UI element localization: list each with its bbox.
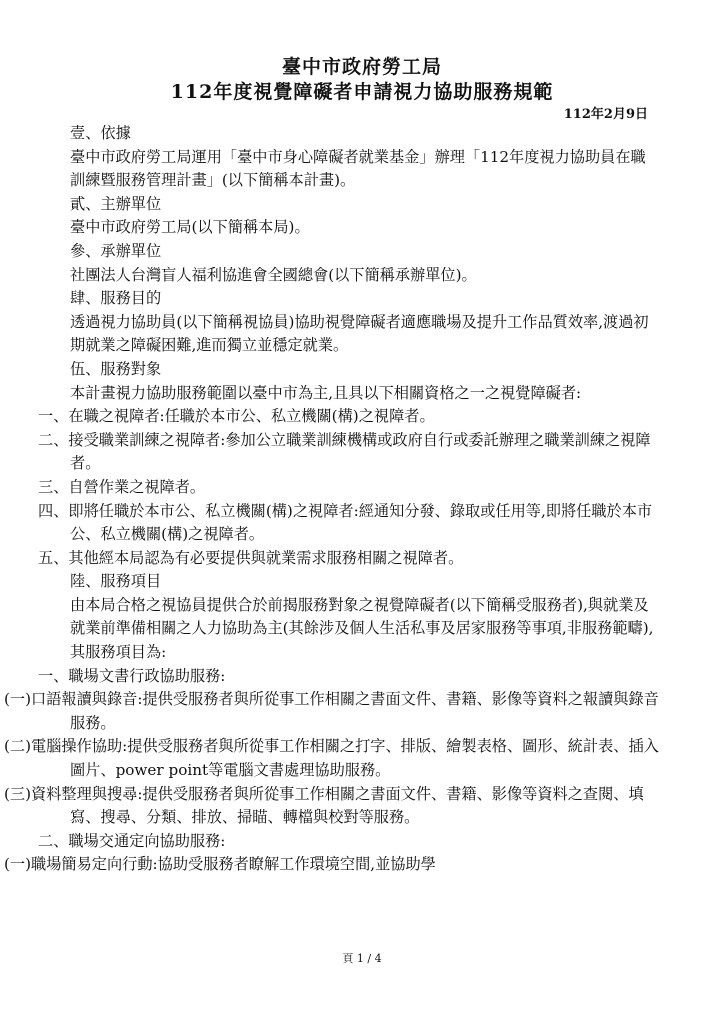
section-heading: 肆、服務目的 (70, 289, 162, 308)
list-item: 一、職場文書行政協助服務: (38, 666, 226, 685)
section-paragraph: 臺中市政府勞工局(以下簡稱本局)。 (70, 218, 310, 237)
section-paragraph: 本計畫視力協助服務範圍以臺中市為主,且具以下相關資格之一之視覺障礙者: (70, 383, 582, 402)
list-item: 二、接受職業訓練之視障者:參加公立職業訓練機構或政府自行或委託辦理之職業訓練之視障者。 (38, 430, 651, 473)
section-heading: 伍、服務對象 (70, 359, 162, 378)
document-body (4, 122, 660, 877)
document-title: 112年度視覺障礙者申請視力協助服務規範 (170, 81, 554, 103)
list-item: 三、自營作業之視障者。 (38, 477, 206, 496)
document-date: 112年2月9日 (563, 107, 648, 122)
section-paragraph: 社團法人台灣盲人福利協進會全國總會(以下簡稱承辦單位)。 (70, 265, 477, 284)
section-heading: 陸、服務項目 (70, 572, 162, 591)
org-title: 臺中市政府勞工局 (281, 56, 442, 78)
list-item: 二、職場交通定向協助服務: (38, 831, 226, 850)
sub-list-item: (一)口語報讀與錄音:提供受服務者與所從事工作相關之書面文件、書籍、影像等資料之報讀與錄音服務。 (4, 690, 659, 732)
sub-list-item: (二)電腦操作協助:提供受服務者與所從事工作相關之打字、排版、繪製表格、圖形、統計表、插入圖片、power point等電腦文書處理協助服務。 (4, 737, 659, 780)
section-heading: 壹、依據 (70, 124, 131, 142)
section-heading: 貳、主辦單位 (70, 194, 162, 213)
section-paragraph: 透過視力協助員(以下簡稱視協員)協助視覺障礙者適應職場及提升工作品質效率,渡過初期就業之障礙困難,進而獨立並穩定就業。 (70, 312, 649, 355)
section-heading: 參、承辦單位 (70, 241, 162, 260)
page-number: 頁 1 / 4 (342, 952, 382, 965)
section-paragraph: 臺中市政府勞工局運用「臺中市身心障礙者就業基金」辦理「112年度視力協助員在職訓練暨服務管理計畫」(以下簡稱本計畫)。 (70, 147, 646, 190)
sub-list-item: (一)職場簡易定向行動:協助受服務者瞭解工作環境空間,並協助學 (4, 855, 436, 874)
list-item: 四、即將任職於本市公、私立機關(構)之視障者:經通知分發、錄取或任用等,即將任職於本市公、私立機關(構)之視障者。 (38, 501, 653, 544)
list-item: 五、其他經本局認為有必要提供與就業需求服務相關之視障者。 (38, 548, 464, 567)
list-item: 一、在職之視障者:任職於本市公、私立機關(構)之視障者。 (38, 407, 435, 426)
section-paragraph: 由本局合格之視協員提供合於前揭服務對象之視覺障礙者(以下簡稱受服務者),與就業及就業前準備相關之人力協助為主(其餘涉及個人生活私事及居家服務等事項,非服務範疇),其服務項目為: (70, 595, 654, 662)
sub-list-item: (三)資料整理與搜尋:提供受服務者與所從事工作相關之書面文件、書籍、影像等資料之查閱、填寫、搜尋、分類、排放、掃瞄、轉檔與校對等服務。 (4, 784, 644, 827)
